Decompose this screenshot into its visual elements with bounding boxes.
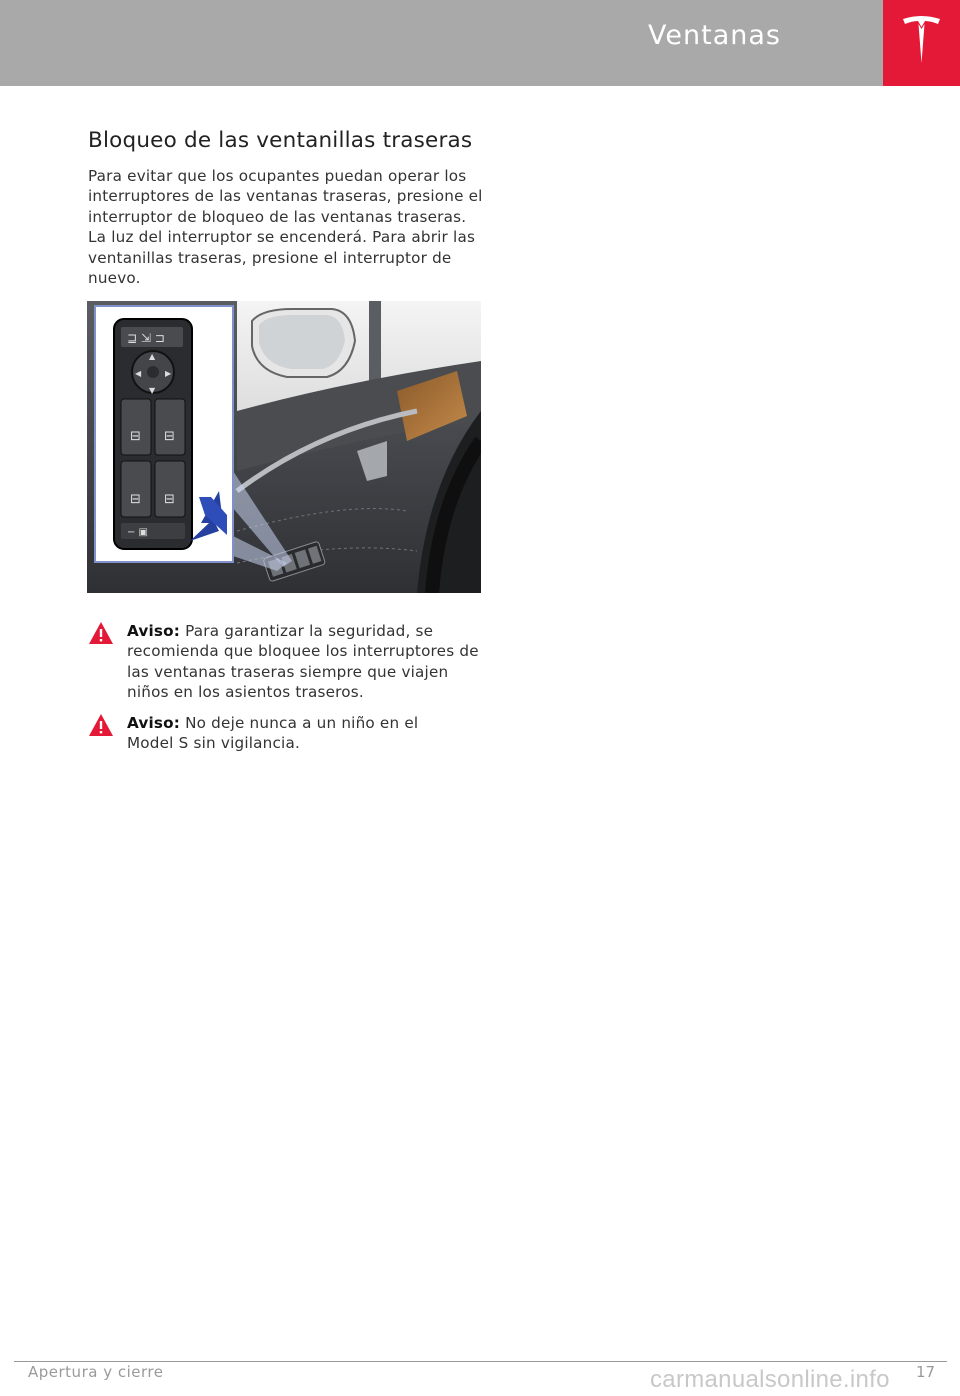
footer-page-number: 17 (916, 1363, 936, 1381)
svg-text:⊟: ⊟ (164, 429, 175, 444)
section-body-text: Para evitar que los ocupantes puedan operar los interruptores de las ventanas traseras, presione el interruptor de bloqueo de las ventanas traseras. La luz del interruptor se encenderá. Para abrir las ventanillas traseras, presione el interruptor de nuevo. (88, 167, 483, 288)
svg-text:▶: ▶ (165, 369, 172, 378)
warning-triangle-icon (88, 621, 114, 645)
svg-text:◀: ◀ (135, 369, 142, 378)
section-heading: Bloqueo de las ventanillas traseras (88, 128, 473, 153)
footer-section-name: Apertura y cierre (28, 1363, 164, 1381)
warning-item (88, 621, 483, 703)
svg-text:⊟: ⊟ (130, 492, 141, 507)
watermark: carmanualsonline.info (650, 1366, 890, 1393)
svg-text:▼: ▼ (149, 386, 156, 395)
svg-text:⊟: ⊟ (164, 492, 175, 507)
brand-logo-box (883, 0, 960, 86)
window-switch-illustration (87, 301, 481, 593)
page-title: Ventanas (648, 20, 781, 51)
svg-text:⊟: ⊟ (130, 429, 141, 444)
warning-item (88, 713, 483, 754)
header-bar (0, 0, 883, 86)
svg-text:− ▣: − ▣ (127, 527, 149, 538)
warning-label: Aviso: (127, 622, 181, 640)
footer-divider (14, 1361, 947, 1362)
warning-triangle-icon (88, 713, 114, 737)
warning-text: No deje nunca a un niño en el Model S sin vigilancia. (127, 714, 419, 753)
svg-text:⊒ ⇲ ⊐: ⊒ ⇲ ⊐ (127, 331, 165, 345)
warning-text: Para garantizar la seguridad, se recomienda que bloquee los interruptores de las ventanas traseras siempre que viajen niños en los asientos traseros. (127, 622, 479, 702)
svg-text:▲: ▲ (149, 352, 156, 361)
tesla-logo-icon (901, 15, 942, 67)
warning-label: Aviso: (127, 714, 181, 732)
